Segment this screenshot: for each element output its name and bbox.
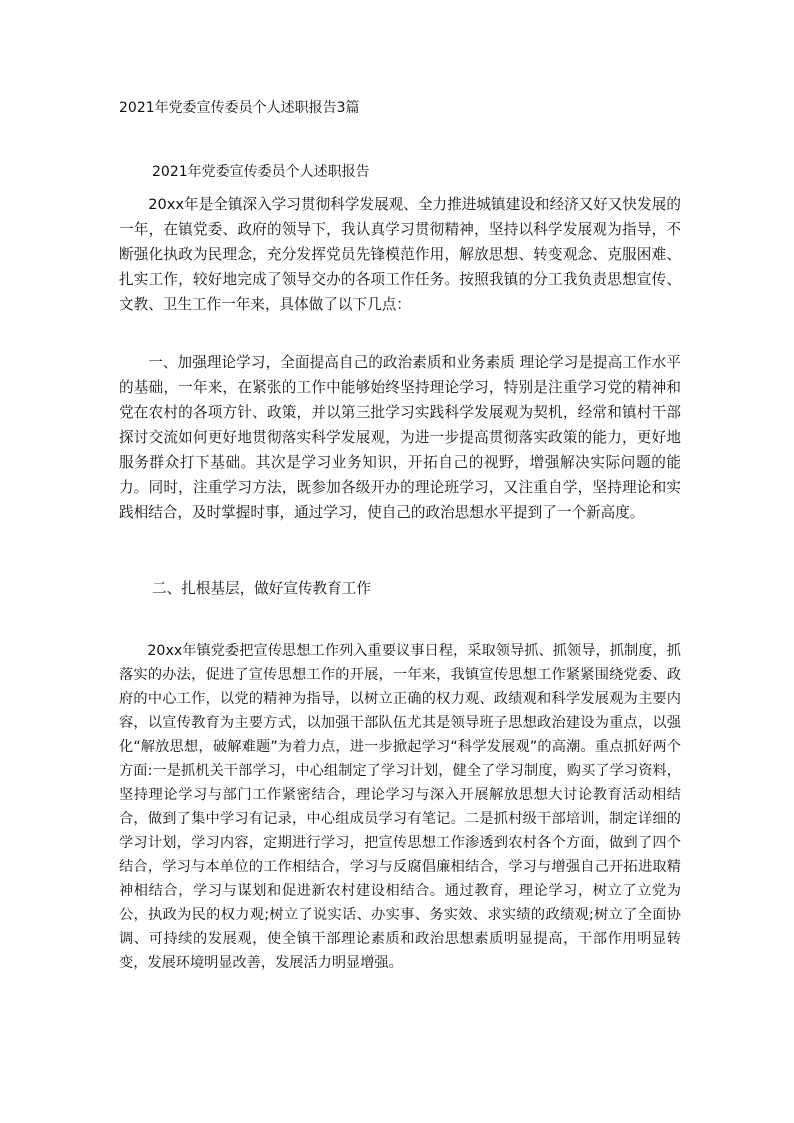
section-2-paragraph: 20xx年镇党委把宣传思想工作列入重要议事日程，采取领导抓、抓领导，抓制度，抓落实的办法，促进了宣传思想工作的开展，一年来，我镇宣传思想工作紧紧围绕党委、政府的中心工作，以党的精神为指导，以树立正确的权力观、政绩观和科学发展观为主要内容，以宣传教育为主要方式，以加强干部队伍尤其是领导班子思想政治建设为重点，以强化“解放思想，破解难题”为着力点，进一步掀起学习“科学发展观”的高潮。重点抓好两个方面:一是抓机关干部学习，中心组制定了学习计划，健全了学习制度，购买了学习资料，坚持理论学习与部门工作紧密结合，理论学习与深入开展解放思想大讨论教育活动相结合，做到了集中学习有记录，中心组成员学习有笔记。二是抓村级干部培训，制定详细的学习计划，学习内容，定期进行学习，把宣传思想工作渗透到农村各个方面，做到了四个结合，学习与本单位的工作相结合，学习与反腐倡廉相结合，学习与增强自己开拓进取精神相结合，学习与谋划和促进新农村建设相结合。通过教育，理论学习，树立了立党为公，执政为民的权力观;树立了说实话、办实事、务实效、求实绩的政绩观;树立了全面协调、可持续的发展观，使全镇干部理论素质和政治思想素质明显提高，干部作用明显转变，发展环境明显改善，发展活力明显增强。 bbox=[119, 643, 681, 971]
intro-paragraph: 20xx年是全镇深入学习贯彻科学发展观、全力推进城镇建设和经济又好又快发展的一年，在镇党委、政府的领导下，我认真学习贯彻精神，坚持以科学发展观为指导，不断强化执政为民理念，充分发挥党员先锋模范作用，解放思想、转变观念、克服困难、扎实工作，较好地完成了领导交办的各项工作任务。按照我镇的分工我负责思想宣传、文教、卫生工作一年来，具体做了以下几点： bbox=[119, 196, 681, 313]
report-subtitle: 2021年党委宣传委员个人述职报告 bbox=[152, 164, 370, 180]
section-2-heading: 二、扎根基层，做好宣传教育工作 bbox=[152, 580, 371, 597]
section-1-paragraph: 一、加强理论学习，全面提高自己的政治素质和业务素质 理论学习是提高工作水平的基础，一年来，在紧张的工作中能够始终坚持理论学习，特别是注重学习党的精神和党在农村的各项方针、政策，并以第三批学习实践科学发展观为契机，经常和镇村干部探讨交流如何更好地贯彻落实科学发展观，为进一步提高贯彻落实政策的能力，更好地服务群众打下基础。其次是学习业务知识，开拓自己的视野，增强解决实际问题的能力。同时，注重学习方法，既参加各级开办的理论班学习，又注重自学，坚持理论和实践相结合，及时掌握时事，通过学习，使自己的政治思想水平提到了一个新高度。 bbox=[119, 354, 681, 521]
document-title: 2021年党委宣传委员个人述职报告3篇 bbox=[119, 100, 360, 116]
